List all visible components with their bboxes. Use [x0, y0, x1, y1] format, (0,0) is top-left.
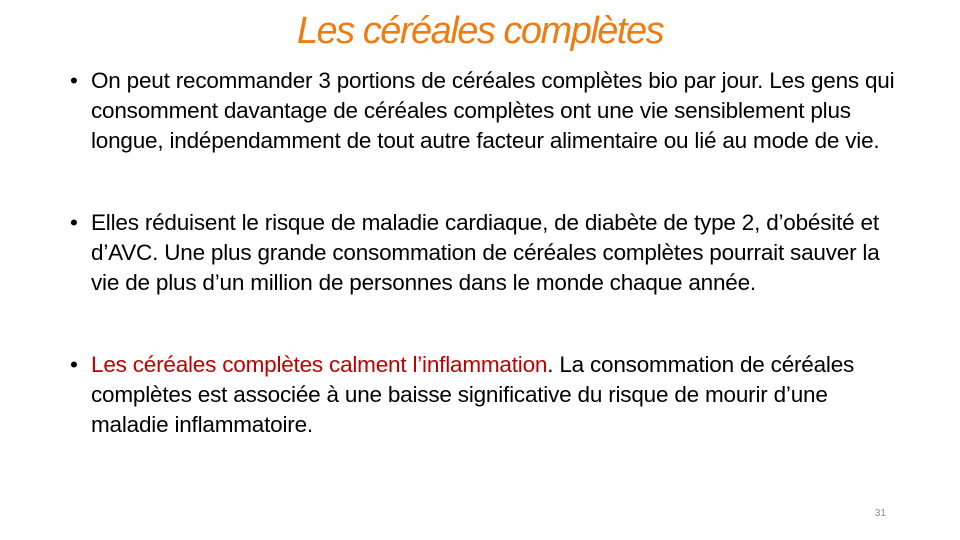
bullet-marker: • — [70, 210, 78, 235]
bullet-item-health-risks — [70, 208, 910, 298]
bullet-item-portions — [70, 66, 910, 156]
page-number: 31 — [874, 508, 886, 519]
bullet-text: Elles réduisent le risque de maladie cardiaque, de diabète de type 2, d’obésité et d’AVC. Une plus grande consommation de céréales complètes pourrait sauver la vie de plus d’un million de personnes dans le monde chaque année. — [91, 210, 880, 295]
bullet-marker: • — [70, 352, 78, 377]
bullet-list — [70, 66, 910, 440]
bullet-highlight-text: Les céréales complètes calment l’inflammation — [91, 352, 548, 377]
bullet-text: On peut recommander 3 portions de céréales complètes bio par jour. Les gens qui consomment davantage de céréales complètes ont une vie sensiblement plus longue, indépendamment de tout autre facteur alimentaire ou lié au mode de vie. — [91, 68, 895, 153]
bullet-marker: • — [70, 68, 78, 93]
bullet-text: . La consommation de céréales complètes est associée à une baisse significative du risque de mourir d’une maladie inflammatoire. — [91, 352, 855, 437]
slide-title: Les céréales complètes — [296, 10, 664, 52]
bullet-item-inflammation — [70, 350, 910, 440]
